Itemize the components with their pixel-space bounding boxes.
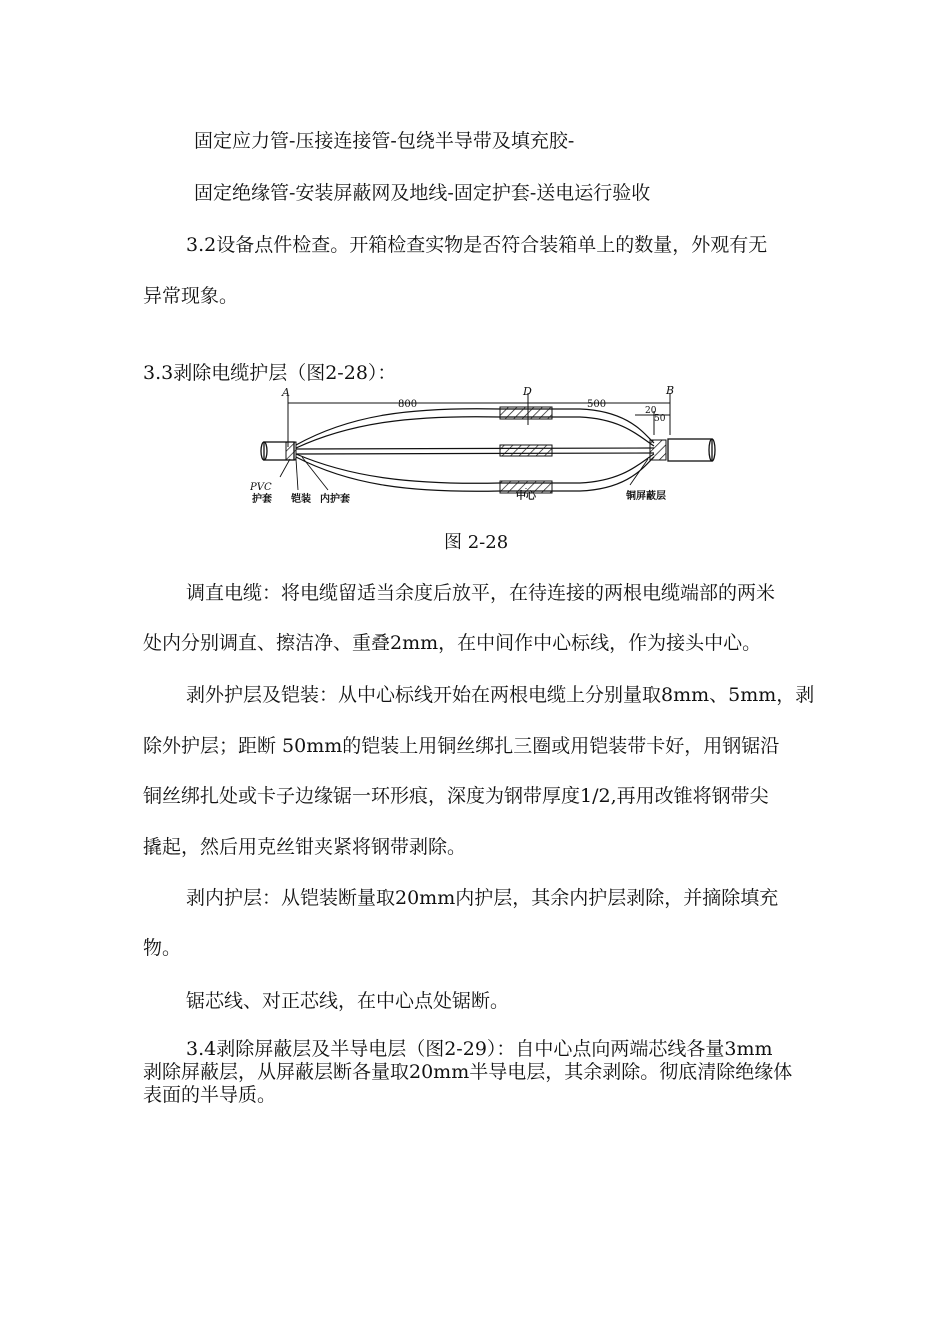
sec-3-4-line-3: 表面的半导质。	[143, 1084, 277, 1106]
label-jacket: 护套	[252, 494, 272, 505]
cable-joint-figure	[250, 385, 720, 510]
strip-inner-line-1: 剥内护层：从铠装断量取20mm内护层，其余内护层剥除，并摘除填充	[186, 887, 779, 909]
process-line-2: 固定绝缘管-安装屏蔽网及地线-固定护套-送电运行验收	[194, 182, 651, 204]
label-dim-50: 50	[654, 414, 666, 424]
straighten-line-1: 调直电缆：将电缆留适当余度后放平，在待连接的两根电缆端部的两米	[186, 582, 776, 604]
sec-3-2-line-2: 异常现象。	[143, 285, 239, 307]
process-line-1: 固定应力管-压接连接管-包绕半导带及填充胶-	[194, 130, 575, 152]
label-dim-500: 500	[587, 399, 607, 410]
label-b: B	[666, 385, 675, 397]
strip-outer-line-1: 剥外护层及铠装：从中心标线开始在两根电缆上分别量取8mm、5mm，剥	[186, 684, 815, 706]
straighten-line-2: 处内分别调直、擦洁净、重叠2mm，在中间作中心标线，作为接头中心。	[143, 632, 762, 654]
label-inner-sheath: 内护套	[320, 494, 350, 505]
sec-3-3-heading: 3.3剥除电缆护层（图2-28）：	[143, 362, 397, 384]
label-dim-800: 800	[398, 399, 418, 410]
sec-3-4-line-2: 剥除屏蔽层，从屏蔽层断各量取20mm半导电层，其余剥除。彻底清除绝缘体	[143, 1061, 793, 1083]
strip-outer-line-2: 除外护层；距断 50mm的铠装上用铜丝绑扎三圈或用铠装带卡好，用钢锯沿	[143, 735, 780, 757]
label-pvc: PVC	[250, 482, 272, 493]
sec-3-4-line-1: 3.4剥除屏蔽层及半导电层（图2-29）：自中心点向两端芯线各量3mm	[186, 1038, 773, 1060]
armor-cut-left	[286, 442, 296, 460]
cable-ends	[261, 439, 715, 461]
connector-top	[500, 407, 552, 419]
sec-3-2-line-1: 3.2设备点件检查。开箱检查实物是否符合装箱单上的数量，外观有无	[186, 234, 768, 256]
cable-cores	[296, 409, 654, 492]
connector-mid	[500, 445, 552, 456]
strip-outer-line-3: 铜丝绑扎处或卡子边缘锯一环形痕，深度为钢带厚度1/2,再用改锥将钢带尖	[143, 785, 769, 807]
strip-outer-line-4: 撬起，然后用克丝钳夹紧将钢带剥除。	[143, 836, 467, 858]
label-copper-shield: 铜屏蔽层	[626, 491, 666, 502]
label-center: 中心	[516, 491, 536, 502]
dimension-lines	[288, 393, 670, 447]
label-dim-20: 20	[645, 406, 657, 416]
saw-line: 锯芯线、对正芯线，在中心点处锯断。	[186, 990, 510, 1012]
label-d: D	[523, 385, 532, 398]
label-armor: 铠装	[291, 494, 311, 505]
label-a: A	[282, 386, 290, 399]
armor-cut-right	[650, 440, 666, 460]
figure-caption: 图 2-28	[444, 532, 509, 553]
strip-inner-line-2: 物。	[143, 937, 182, 959]
